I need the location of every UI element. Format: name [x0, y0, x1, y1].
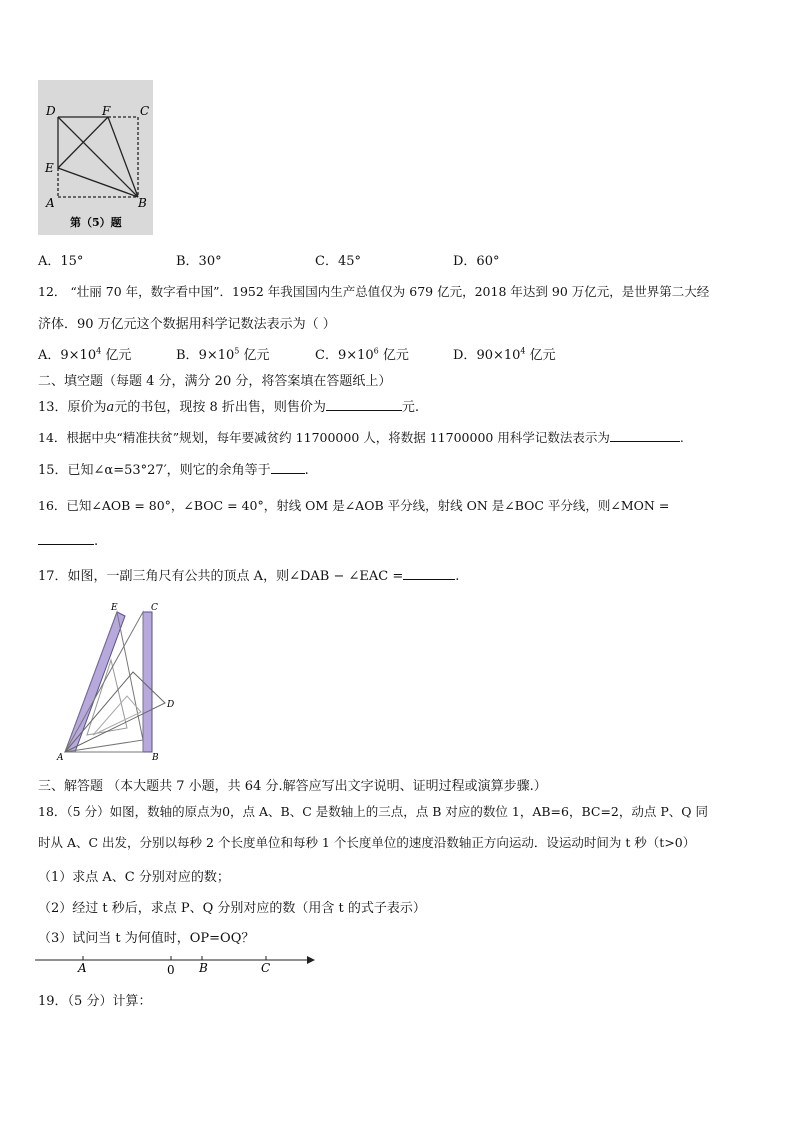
q17-blank	[403, 567, 455, 580]
q18-sub2: （2）经过 t 秒后，求点 P、Q 分别对应的数（用含 t 的式子表示）	[38, 901, 426, 916]
q11-option-d: D．60°	[453, 254, 500, 269]
q18-sub3: （3）试问当 t 为何值时，OP=OQ？	[38, 931, 255, 946]
tick-label-b: B	[199, 961, 208, 975]
label-c: C	[140, 104, 150, 118]
q11-option-c: C．45°	[315, 254, 361, 269]
label-a: A	[57, 753, 64, 760]
q12-line2: 济体．90 万亿元这个数据用科学记数法表示为（ ）	[38, 317, 336, 332]
label-a: A	[46, 196, 55, 210]
label-b: B	[138, 196, 147, 210]
number-line	[35, 950, 315, 980]
figure-caption: 第（5）题	[70, 216, 122, 229]
label-c: C	[151, 603, 158, 613]
label-b: B	[152, 753, 159, 760]
tick-label-origin: 0	[167, 963, 175, 977]
label-e: E	[45, 161, 54, 175]
q11-option-a: A．15°	[38, 254, 84, 269]
q18-line2: 时从 A、C 出发，分别以每秒 2 个长度单位和每秒 1 个长度单位的速度沿数轴正方向运动．设运动时间为 t 秒（t>0）	[38, 835, 696, 850]
q16-blank	[38, 532, 94, 545]
label-f: F	[102, 104, 111, 118]
q15: 15．已知∠α=53°27′，则它的余角等于 .	[38, 463, 309, 478]
figure-q5	[38, 80, 153, 235]
q11-option-b: B．30°	[176, 254, 222, 269]
q14: 14．根据中央“精准扶贫”规划，每年要减贫约 11700000 人，将数据 11700000 用科学记数法表示为 .	[38, 430, 684, 445]
q17: 17．如图，一副三角尺有公共的顶点 A，则∠DAB − ∠EAC = .	[38, 569, 460, 584]
q19: 19．（5 分）计算：	[38, 994, 152, 1009]
q16-line2: .	[38, 532, 98, 549]
q18-line1: 18．（5 分）如图，数轴的原点为0，点 A、B、C 是数轴上的三点，点 B 对应的数位 1，AB=6，BC=2，动点 P、Q 同	[38, 804, 708, 819]
q13-blank	[326, 398, 402, 411]
figure-q17	[55, 600, 185, 760]
q18-sub1: （1）求点 A、C 分别对应的数；	[38, 870, 230, 885]
label-d: D	[167, 700, 175, 710]
q15-blank	[271, 461, 305, 474]
q14-blank	[610, 429, 680, 442]
tick-label-a: A	[78, 961, 87, 975]
q12-option-a: A．$9\times 10^4$ 亿元	[38, 346, 132, 363]
tick-label-c: C	[261, 961, 271, 975]
label-e: E	[111, 603, 118, 613]
q16-line1: 16．已知∠AOB = 80°，∠BOC = 40°，射线 OM 是∠AOB 平分线，射线 ON 是∠BOC 平分线，则∠MON =	[38, 498, 670, 513]
section-3-heading: 三、解答题 （本大题共 7 小题，共 64 分.解答应写出文字说明、证明过程或演算步骤.）	[38, 779, 547, 794]
label-d: D	[46, 104, 56, 118]
q12-line1: 12． “壮丽 70 年，数字看中国”．1952 年我国国内生产总值仅为 679 亿元，2018 年达到 90 万亿元，是世界第二大经	[38, 284, 710, 299]
number-line-svg	[35, 950, 315, 980]
q12-option-c: C．$9\times 10^6$ 亿元	[315, 346, 409, 363]
square-diagram	[38, 80, 153, 235]
section-2-heading: 二、填空题（每题 4 分，满分 20 分，将答案填在答题纸上）	[38, 374, 392, 389]
triangle-rulers-diagram	[55, 600, 185, 760]
q12-option-b: B．$9\times 10^5$ 亿元	[176, 346, 270, 363]
q12-option-d: D．$90\times 10^4$ 亿元	[453, 346, 556, 363]
q13: 13．原价为a元的书包，现按 8 折出售，则售价为 元.	[38, 400, 419, 415]
